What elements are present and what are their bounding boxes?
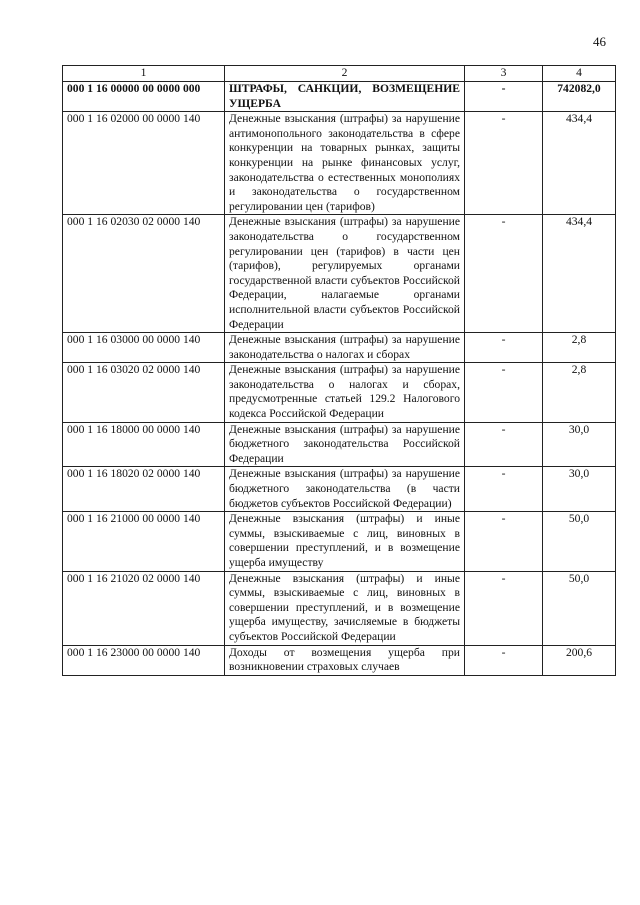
name-cell: Денежные взыскания (штрафы) за нарушение законодательства о налогах и сборах, предусмотренные статьей 129.2 Налогового кодекса Российской Федерации xyxy=(225,363,465,422)
column-3-cell: - xyxy=(465,112,543,215)
amount-cell: 50,0 xyxy=(543,512,616,571)
name-cell: Денежные взыскания (штрафы) за нарушение законодательства о государственном регулировании цен (тарифов) в части цен (тарифов), регулируемых органами государственной власти субъектов Российской Федерации, налагаемые органами исполнительной власти субъектов Российской Федерации xyxy=(225,215,465,333)
table-row xyxy=(63,82,616,112)
name-cell: Доходы от возмещения ущерба при возникновении страховых случаев xyxy=(225,645,465,675)
code-cell: 000 1 16 03020 02 0000 140 xyxy=(63,363,225,422)
header-col-4: 4 xyxy=(543,66,616,82)
table-row xyxy=(63,333,616,363)
table-header-row xyxy=(63,66,616,82)
code-cell: 000 1 16 02000 00 0000 140 xyxy=(63,112,225,215)
table-row xyxy=(63,645,616,675)
column-3-cell: - xyxy=(465,215,543,333)
table-row xyxy=(63,215,616,333)
table-row xyxy=(63,363,616,422)
table-row xyxy=(63,512,616,571)
column-3-cell: - xyxy=(465,571,543,645)
name-cell: Денежные взыскания (штрафы) за нарушение бюджетного законодательства Российской Федерации xyxy=(225,422,465,467)
table-row xyxy=(63,422,616,467)
amount-cell: 434,4 xyxy=(543,215,616,333)
code-cell: 000 1 16 23000 00 0000 140 xyxy=(63,645,225,675)
name-cell: ШТРАФЫ, САНКЦИИ, ВОЗМЕЩЕНИЕ УЩЕРБА xyxy=(225,82,465,112)
amount-cell: 434,4 xyxy=(543,112,616,215)
name-cell: Денежные взыскания (штрафы) и иные суммы, взыскиваемые с лиц, виновных в совершении преступлений, и в возмещение ущерба имуществу xyxy=(225,512,465,571)
amount-cell: 742082,0 xyxy=(543,82,616,112)
table-row xyxy=(63,571,616,645)
name-cell: Денежные взыскания (штрафы) за нарушение законодательства о налогах и сборах xyxy=(225,333,465,363)
table-row xyxy=(63,112,616,215)
column-3-cell: - xyxy=(465,422,543,467)
amount-cell: 30,0 xyxy=(543,422,616,467)
name-cell: Денежные взыскания (штрафы) за нарушение бюджетного законодательства (в части бюджетов субъектов Российской Федерации) xyxy=(225,467,465,512)
column-3-cell: - xyxy=(465,333,543,363)
amount-cell: 200,6 xyxy=(543,645,616,675)
code-cell: 000 1 16 03000 00 0000 140 xyxy=(63,333,225,363)
code-cell: 000 1 16 00000 00 0000 000 xyxy=(63,82,225,112)
code-cell: 000 1 16 18000 00 0000 140 xyxy=(63,422,225,467)
column-3-cell: - xyxy=(465,645,543,675)
column-3-cell: - xyxy=(465,512,543,571)
name-cell: Денежные взыскания (штрафы) за нарушение антимонопольного законодательства в сфере конкуренции на товарных рынках, защиты конкуренции на рынке финансовых услуг, законодательства о естественных монополиях и законодательства о государственном регулировании цен (тарифов) xyxy=(225,112,465,215)
code-cell: 000 1 16 18020 02 0000 140 xyxy=(63,467,225,512)
header-col-1: 1 xyxy=(63,66,225,82)
page-number: 46 xyxy=(593,34,606,49)
amount-cell: 50,0 xyxy=(543,571,616,645)
table-row xyxy=(63,467,616,512)
header-col-3: 3 xyxy=(465,66,543,82)
revenue-table xyxy=(62,65,616,676)
code-cell: 000 1 16 21020 02 0000 140 xyxy=(63,571,225,645)
column-3-cell: - xyxy=(465,82,543,112)
header-col-2: 2 xyxy=(225,66,465,82)
code-cell: 000 1 16 21000 00 0000 140 xyxy=(63,512,225,571)
amount-cell: 2,8 xyxy=(543,363,616,422)
amount-cell: 30,0 xyxy=(543,467,616,512)
code-cell: 000 1 16 02030 02 0000 140 xyxy=(63,215,225,333)
name-cell: Денежные взыскания (штрафы) и иные суммы, взыскиваемые с лиц, виновных в совершении преступлений, и в возмещение ущерба имуществу, зачисляемые в бюджеты субъектов Российской Федерации xyxy=(225,571,465,645)
column-3-cell: - xyxy=(465,363,543,422)
column-3-cell: - xyxy=(465,467,543,512)
amount-cell: 2,8 xyxy=(543,333,616,363)
